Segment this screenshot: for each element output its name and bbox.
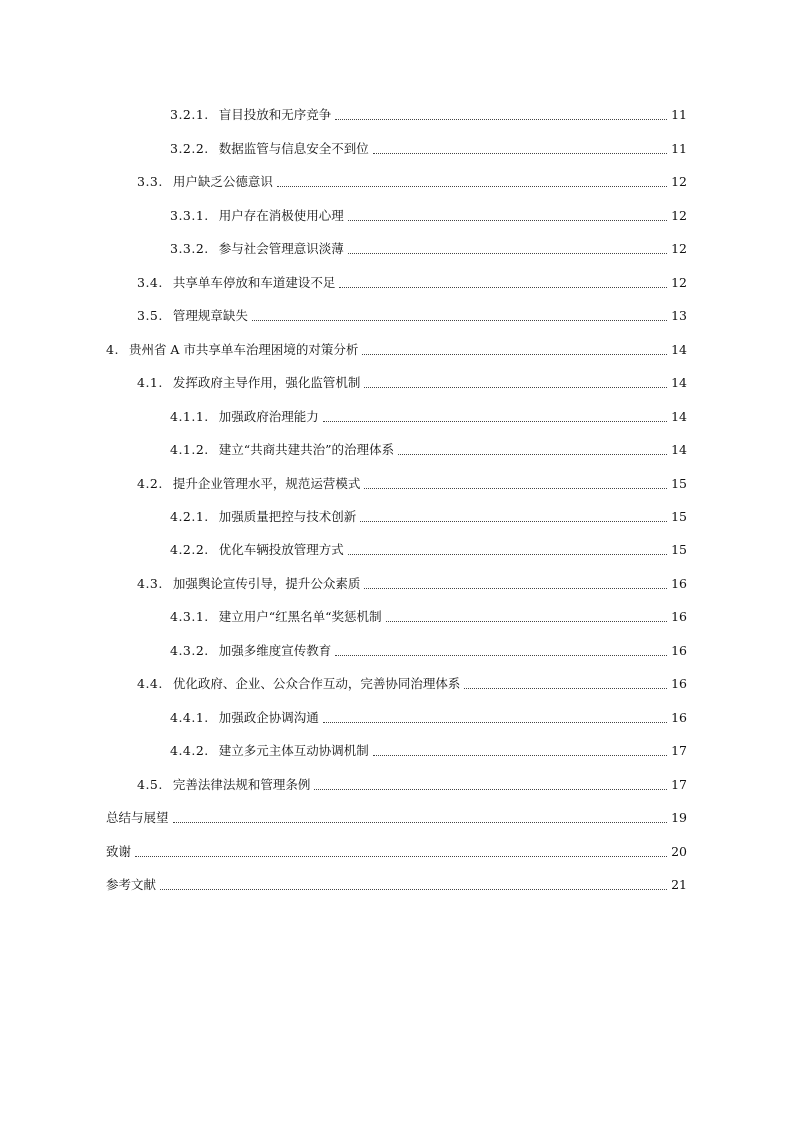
toc-number: 3.4. — [137, 275, 163, 290]
toc-title: 盲目投放和无序竞争 — [218, 107, 332, 122]
toc-title: 提升企业管理水平，规范运营模式 — [172, 476, 361, 491]
toc-title: 建立用户“红黑名单“奖惩机制 — [218, 609, 382, 624]
toc-number: 4.1.2. — [170, 442, 209, 457]
toc-title: 完善法律法规和管理条例 — [172, 777, 311, 792]
toc-page-number: 16 — [671, 676, 687, 691]
toc-entry-3-4[interactable] — [137, 273, 687, 293]
toc-page-number: 14 — [671, 409, 687, 424]
toc-entry-4-2-1[interactable] — [170, 507, 687, 527]
toc-entry-3-3[interactable] — [137, 172, 687, 192]
toc-number: 4.1.1. — [170, 409, 209, 424]
toc-number: 3.2.1. — [170, 107, 209, 122]
dot-leader — [335, 119, 667, 120]
dot-leader — [398, 454, 667, 455]
toc-page-number: 13 — [671, 308, 687, 323]
toc-entry-4-3-1[interactable] — [170, 607, 687, 627]
toc-entry-4-2[interactable] — [137, 474, 687, 494]
toc-title: 加强舆论宣传引导，提升公众素质 — [172, 576, 361, 591]
toc-title: 致谢 — [106, 844, 132, 859]
dot-leader — [362, 354, 667, 355]
toc-title: 加强政企协调沟通 — [218, 710, 319, 725]
toc-page-number: 14 — [671, 342, 687, 357]
toc-title: 贵州省 A 市共享单车治理困境的对策分析 — [128, 342, 359, 357]
dot-leader — [386, 621, 668, 622]
dot-leader — [364, 387, 667, 388]
toc-title: 优化政府、企业、公众合作互动，完善协同治理体系 — [172, 676, 461, 691]
toc-number: 4.3. — [137, 576, 163, 591]
toc-entry-4-4-1[interactable] — [170, 708, 687, 728]
toc-number: 4.3.2. — [170, 643, 209, 658]
toc-number: 4.3.1. — [170, 609, 209, 624]
toc-entry-3-3-1[interactable] — [170, 206, 687, 226]
toc-title: 用户缺乏公德意识 — [172, 174, 273, 189]
dot-leader — [373, 755, 667, 756]
toc-title: 加强质量把控与技术创新 — [218, 509, 357, 524]
toc-number: 4.2. — [137, 476, 163, 491]
toc-title: 加强政府治理能力 — [218, 409, 319, 424]
toc-page-number: 16 — [671, 609, 687, 624]
toc-entry-3-5[interactable] — [137, 306, 687, 326]
dot-leader — [360, 521, 667, 522]
dot-leader — [314, 789, 667, 790]
toc-page-number: 15 — [671, 542, 687, 557]
dot-leader — [348, 554, 667, 555]
dot-leader — [277, 186, 667, 187]
toc-page-number: 15 — [671, 509, 687, 524]
toc-number: 4.2.1. — [170, 509, 209, 524]
toc-entry-4-5[interactable] — [137, 775, 687, 795]
toc-entry-4-4-2[interactable] — [170, 741, 687, 761]
toc-page-number: 21 — [671, 877, 687, 892]
toc-entry-4-1[interactable] — [137, 373, 687, 393]
dot-leader — [364, 488, 667, 489]
toc-title: 建立多元主体互动协调机制 — [218, 743, 369, 758]
toc-number: 4.4. — [137, 676, 163, 691]
toc-entry-4-3-2[interactable] — [170, 641, 687, 661]
toc-page-number: 14 — [671, 442, 687, 457]
toc-number: 3.5. — [137, 308, 163, 323]
toc-entry-4-3[interactable] — [137, 574, 687, 594]
toc-entry-3-2-1[interactable] — [170, 105, 687, 125]
toc-title: 用户存在消极使用心理 — [218, 208, 344, 223]
toc-entry-summary[interactable] — [106, 808, 687, 828]
toc-title: 数据监管与信息安全不到位 — [218, 141, 369, 156]
toc-page-number: 12 — [671, 208, 687, 223]
toc-title: 加强多维度宣传教育 — [218, 643, 332, 658]
toc-title: 发挥政府主导作用，强化监管机制 — [172, 375, 361, 390]
dot-leader — [160, 889, 667, 890]
dot-leader — [335, 655, 667, 656]
dot-leader — [252, 320, 667, 321]
toc-entry-4[interactable] — [106, 340, 687, 360]
toc-page-number: 11 — [671, 141, 687, 156]
toc-number: 3.3.1. — [170, 208, 209, 223]
toc-page-number: 16 — [671, 643, 687, 658]
dot-leader — [173, 822, 668, 823]
dot-leader — [323, 722, 667, 723]
dot-leader — [348, 220, 667, 221]
dot-leader — [373, 153, 667, 154]
toc-page-number: 12 — [671, 174, 687, 189]
toc-page-number: 14 — [671, 375, 687, 390]
toc-title: 参考文献 — [106, 877, 157, 892]
toc-number: 3.3. — [137, 174, 163, 189]
toc-number: 3.2.2. — [170, 141, 209, 156]
toc-number: 3.3.2. — [170, 241, 209, 256]
toc-number: 4.1. — [137, 375, 163, 390]
dot-leader — [464, 688, 667, 689]
toc-number: 4. — [106, 342, 119, 357]
toc-title: 管理规章缺失 — [172, 308, 248, 323]
toc-title: 总结与展望 — [106, 810, 169, 825]
toc-title: 优化车辆投放管理方式 — [218, 542, 344, 557]
toc-page-number: 20 — [671, 844, 687, 859]
dot-leader — [339, 287, 667, 288]
toc-page-number: 16 — [671, 576, 687, 591]
toc-title: 建立“共商共建共治”的治理体系 — [218, 442, 395, 457]
toc-entry-3-3-2[interactable] — [170, 239, 687, 259]
dot-leader — [323, 421, 667, 422]
toc-entry-3-2-2[interactable] — [170, 139, 687, 159]
toc-page-number: 16 — [671, 710, 687, 725]
toc-entry-4-1-1[interactable] — [170, 407, 687, 427]
toc-page-number: 15 — [671, 476, 687, 491]
dot-leader — [348, 253, 667, 254]
toc-number: 4.5. — [137, 777, 163, 792]
toc-page-number: 19 — [671, 810, 687, 825]
toc-entry-4-2-2[interactable] — [170, 540, 687, 560]
toc-page-number: 12 — [671, 241, 687, 256]
toc-entry-4-4[interactable] — [137, 674, 687, 694]
toc-number: 4.4.1. — [170, 710, 209, 725]
toc-title: 共享单车停放和车道建设不足 — [172, 275, 336, 290]
toc-page-number: 11 — [671, 107, 687, 122]
toc-page-number: 17 — [671, 777, 687, 792]
toc-entry-references[interactable] — [106, 875, 687, 895]
toc-number: 4.2.2. — [170, 542, 209, 557]
dot-leader — [135, 856, 667, 857]
toc-page-number: 12 — [671, 275, 687, 290]
toc-entry-acknowledgements[interactable] — [106, 842, 687, 862]
toc-page-number: 17 — [671, 743, 687, 758]
dot-leader — [364, 588, 667, 589]
toc-title: 参与社会管理意识淡薄 — [218, 241, 344, 256]
toc-number: 4.4.2. — [170, 743, 209, 758]
toc-entry-4-1-2[interactable] — [170, 440, 687, 460]
